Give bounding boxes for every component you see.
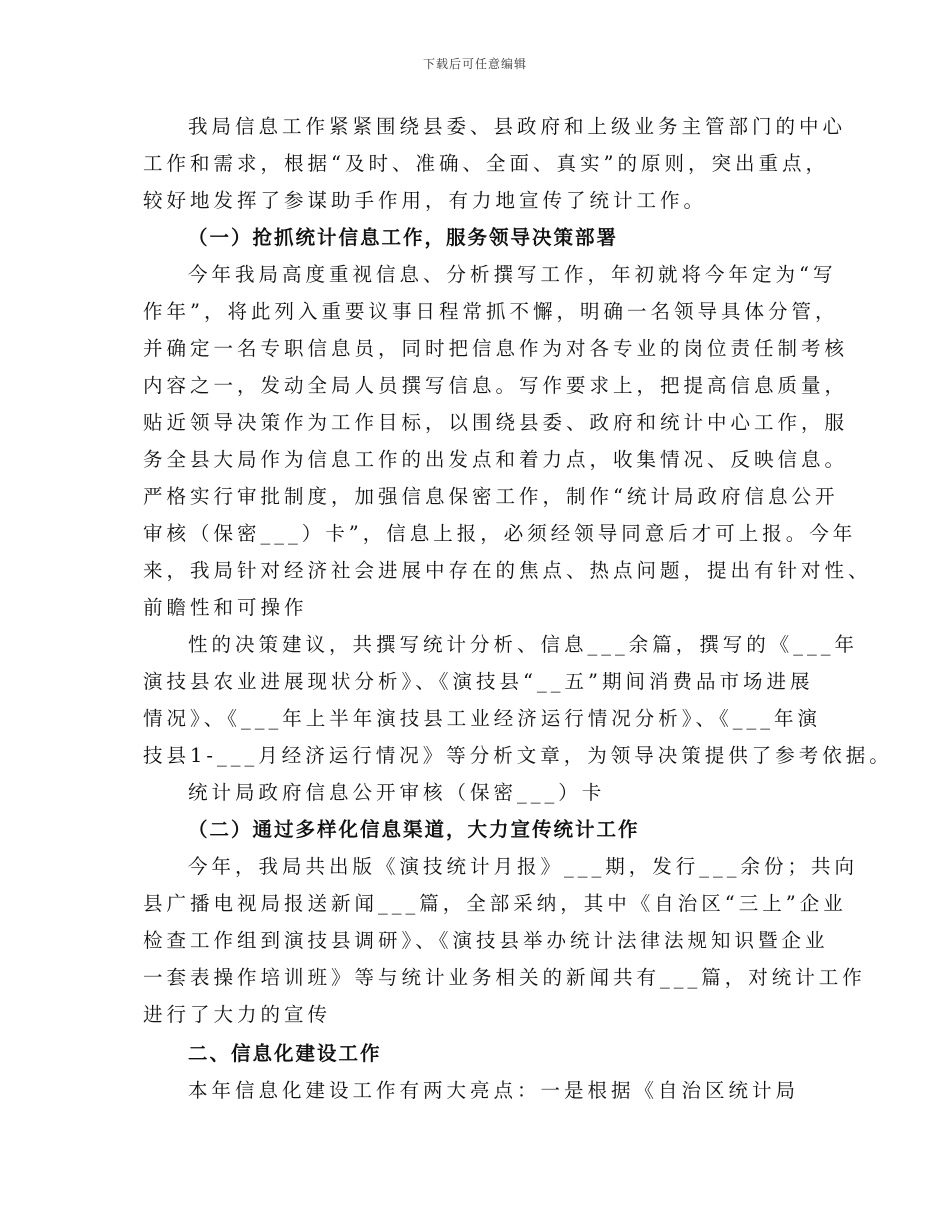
paragraph-line: 统计局政府信息公开审核（保密___）卡	[188, 781, 606, 804]
paragraph-line: 严格实行审批制度，加强信息保密工作，制作“统计局政府信息公开	[143, 485, 839, 508]
paragraph-line: 并确定一名专职信息员，同时把信息作为对各专业的岗位责任制考核	[143, 337, 849, 360]
paragraph-line: 性的决策建议，共撰写统计分析、信息___余篇，撰写的《___年	[188, 633, 859, 656]
paragraph-line: 来，我局针对经济社会进展中存在的焦点、热点问题，提出有针对性、	[143, 559, 872, 582]
paragraph-line: 检查工作组到演技县调研》、《演技县举办统计法律法规知识暨企业	[143, 929, 829, 952]
paragraph-line: 我局信息工作紧紧围绕县委、县政府和上级业务主管部门的中心	[188, 115, 847, 138]
paragraph-line: 技县1-___月经济运行情况》等分析文章，为领导决策提供了参考依据。	[143, 744, 893, 767]
paragraph-line: 内容之一，发动全局人员撰写信息。写作要求上，把提高信息质量，	[143, 374, 849, 397]
paragraph-line: 前瞻性和可操作	[143, 596, 308, 619]
paragraph-line: 较好地发挥了参谋助手作用，有力地宣传了统计工作。	[143, 189, 708, 212]
paragraph-line: 演技县农业进展现状分析》、《演技县“__五”期间消费品市场进展	[143, 670, 814, 693]
paragraph-line: 今年我局高度重视信息、分析撰写工作，年初就将今年定为“写	[188, 263, 837, 286]
paragraph-line: 工作和需求，根据“及时、准确、全面、真实”的原则，突出重点，	[143, 152, 829, 175]
paragraph-line: 贴近领导决策作为工作目标，以围绕县委、政府和统计中心工作，服	[143, 411, 849, 434]
paragraph-line: 审核（保密___）卡”，信息上报，必须经领导同意后才可上报。今年	[143, 522, 857, 545]
paragraph-line: 一套表操作培训班》等与统计业务相关的新闻共有___篇，对统计工作	[143, 966, 866, 989]
section-heading: 二、信息化建设工作	[188, 1042, 382, 1065]
paragraph-line: 进行了大力的宣传	[143, 1003, 332, 1026]
section-heading: （一）抢抓统计信息工作，服务领导决策部署	[188, 226, 619, 249]
page-header-note: 下载后可任意编辑	[422, 57, 527, 71]
paragraph-line: 本年信息化建设工作有两大亮点：一是根据《自治区统计局	[188, 1079, 800, 1102]
paragraph-line: 作年”，将此列入重要议事日程常抓不懈，明确一名领导具体分管，	[143, 300, 839, 323]
section-heading: （二）通过多样化信息渠道，大力宣传统计工作	[188, 818, 640, 841]
paragraph-line: 今年，我局共出版《演技统计月报》___期，发行___余份；共向	[188, 855, 859, 878]
paragraph-line: 务全县大局作为信息工作的出发点和着力点，收集情况、反映信息。	[143, 448, 849, 471]
document-body	[143, 108, 893, 1109]
paragraph-line: 情况》、《___年上半年演技县工业经济运行情况分析》、《___年演	[143, 707, 822, 730]
paragraph-line: 县广播电视局报送新闻___篇，全部采纳，其中《自治区“三上”企业	[143, 892, 847, 915]
